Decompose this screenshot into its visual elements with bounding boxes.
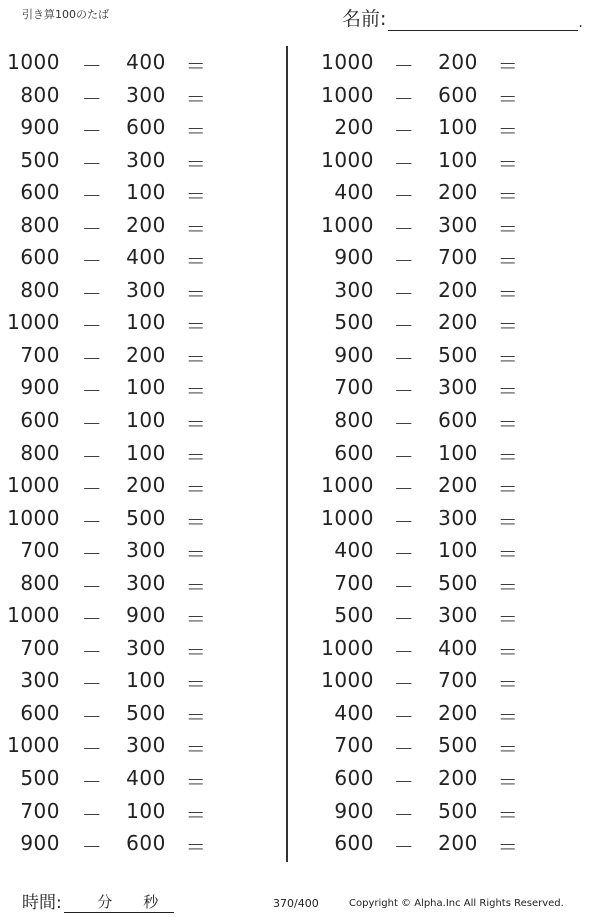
equals-sign: ＝ — [497, 314, 519, 339]
minus-sign: － — [81, 249, 103, 274]
minus-sign: － — [393, 737, 415, 762]
subtrahend: 200 — [438, 831, 478, 856]
minuend: 800 — [20, 212, 60, 237]
subtrahend: 500 — [126, 505, 166, 530]
minuend: 900 — [20, 115, 60, 140]
minuend: 700 — [334, 570, 374, 595]
minus-sign: － — [81, 770, 103, 795]
subtrahend: 400 — [126, 50, 166, 74]
subtrahend: 300 — [438, 212, 478, 237]
equals-sign: ＝ — [185, 281, 207, 306]
minus-sign: － — [393, 835, 415, 860]
subtrahend: 200 — [438, 700, 478, 725]
minuend: 900 — [334, 798, 374, 823]
minuend: 600 — [334, 766, 374, 791]
minus-sign: － — [81, 412, 103, 437]
minuend: 1000 — [7, 310, 60, 335]
minuend: 700 — [20, 798, 60, 823]
minus-sign: － — [81, 184, 103, 209]
column-divider — [286, 46, 288, 862]
equals-sign: ＝ — [497, 216, 519, 241]
name-label: 名前: — [342, 8, 387, 30]
equals-sign: ＝ — [497, 770, 519, 795]
equals-sign: ＝ — [185, 412, 207, 437]
equals-sign: ＝ — [185, 770, 207, 795]
minus-sign: － — [393, 151, 415, 176]
minus-sign: － — [393, 412, 415, 437]
equals-sign: ＝ — [185, 216, 207, 241]
subtrahend: 200 — [126, 212, 166, 237]
name-field-area — [342, 4, 583, 31]
equals-sign: ＝ — [497, 184, 519, 209]
minus-sign: － — [393, 509, 415, 534]
minus-sign: － — [393, 184, 415, 209]
minuend: 1000 — [321, 473, 374, 498]
subtrahend: 700 — [438, 245, 478, 270]
subtrahend: 300 — [126, 277, 166, 302]
minus-sign: － — [81, 639, 103, 664]
subtrahend: 900 — [126, 603, 166, 628]
subtrahend: 200 — [438, 277, 478, 302]
copyright-notice: Copyright © Alpha.Inc All Rights Reserved. — [349, 898, 564, 909]
equals-sign: ＝ — [185, 639, 207, 664]
subtrahend: 200 — [126, 473, 166, 498]
minuend: 1000 — [321, 50, 374, 74]
minuend: 1000 — [7, 603, 60, 628]
subtrahend: 300 — [126, 147, 166, 172]
minuend: 700 — [334, 375, 374, 400]
minuend: 1000 — [7, 473, 60, 498]
time-field-area — [22, 888, 174, 913]
equals-sign: ＝ — [185, 151, 207, 176]
minus-sign: － — [393, 444, 415, 469]
minuend: 1000 — [7, 50, 60, 74]
worksheet-title: 引き算100のたば — [22, 8, 109, 21]
subtrahend: 100 — [126, 310, 166, 335]
minus-sign: － — [393, 672, 415, 697]
subtrahend: 100 — [126, 440, 166, 465]
minutes-label: 分 — [97, 893, 113, 911]
equals-sign: ＝ — [497, 54, 519, 78]
minus-sign: － — [81, 704, 103, 729]
minus-sign: － — [393, 379, 415, 404]
subtrahend: 300 — [126, 733, 166, 758]
time-blank-line[interactable] — [64, 891, 174, 913]
equals-sign: ＝ — [497, 379, 519, 404]
minus-sign: － — [81, 216, 103, 241]
minus-sign: － — [81, 54, 103, 78]
minuend: 600 — [20, 180, 60, 205]
subtrahend: 600 — [438, 82, 478, 107]
equals-sign: ＝ — [497, 639, 519, 664]
minuend: 500 — [20, 766, 60, 791]
minus-sign: － — [81, 444, 103, 469]
equals-sign: ＝ — [185, 444, 207, 469]
equals-sign: ＝ — [497, 574, 519, 599]
subtrahend: 100 — [126, 408, 166, 433]
minuend: 700 — [20, 538, 60, 563]
minus-sign: － — [81, 835, 103, 860]
minuend: 600 — [20, 408, 60, 433]
minus-sign: － — [393, 346, 415, 371]
equals-sign: ＝ — [497, 249, 519, 274]
minus-sign: － — [393, 639, 415, 664]
name-blank-line[interactable] — [388, 10, 578, 31]
minus-sign: － — [81, 672, 103, 697]
minuend: 800 — [334, 408, 374, 433]
minus-sign: － — [81, 607, 103, 632]
minus-sign: － — [81, 379, 103, 404]
minuend: 1000 — [321, 635, 374, 660]
minuend: 500 — [20, 147, 60, 172]
minus-sign: － — [81, 542, 103, 567]
equals-sign: ＝ — [185, 737, 207, 762]
minus-sign: － — [81, 477, 103, 502]
minus-sign: － — [393, 574, 415, 599]
minus-sign: － — [81, 509, 103, 534]
subtrahend: 300 — [438, 505, 478, 530]
minus-sign: － — [81, 119, 103, 144]
subtrahend: 200 — [438, 50, 478, 74]
equals-sign: ＝ — [185, 86, 207, 111]
minus-sign: － — [393, 249, 415, 274]
subtrahend: 400 — [126, 245, 166, 270]
subtrahend: 100 — [438, 538, 478, 563]
subtrahend: 200 — [438, 473, 478, 498]
subtrahend: 500 — [126, 700, 166, 725]
minuend: 900 — [20, 375, 60, 400]
subtrahend: 600 — [126, 831, 166, 856]
minuend: 900 — [334, 245, 374, 270]
minuend: 400 — [334, 180, 374, 205]
equals-sign: ＝ — [185, 672, 207, 697]
equals-sign: ＝ — [497, 119, 519, 144]
minuend: 700 — [20, 342, 60, 367]
minuend: 400 — [334, 700, 374, 725]
equals-sign: ＝ — [185, 314, 207, 339]
minus-sign: － — [81, 151, 103, 176]
minus-sign: － — [81, 86, 103, 111]
minuend: 1000 — [7, 733, 60, 758]
minus-sign: － — [393, 314, 415, 339]
minus-sign: － — [81, 346, 103, 371]
equals-sign: ＝ — [497, 346, 519, 371]
minuend: 600 — [334, 831, 374, 856]
subtrahend: 600 — [438, 408, 478, 433]
equals-sign: ＝ — [497, 281, 519, 306]
minuend: 300 — [334, 277, 374, 302]
subtrahend: 300 — [438, 375, 478, 400]
equals-sign: ＝ — [185, 477, 207, 502]
subtrahend: 100 — [438, 147, 478, 172]
minuend: 600 — [20, 700, 60, 725]
minus-sign: － — [393, 542, 415, 567]
minus-sign: － — [393, 802, 415, 827]
equals-sign: ＝ — [185, 509, 207, 534]
equals-sign: ＝ — [497, 542, 519, 567]
minuend: 800 — [20, 570, 60, 595]
minuend: 600 — [20, 245, 60, 270]
name-line-dot: . — [578, 15, 583, 31]
minuend: 300 — [20, 668, 60, 693]
minus-sign: － — [393, 86, 415, 111]
equals-sign: ＝ — [185, 379, 207, 404]
equals-sign: ＝ — [497, 704, 519, 729]
minus-sign: － — [393, 607, 415, 632]
equals-sign: ＝ — [497, 477, 519, 502]
subtrahend: 400 — [126, 766, 166, 791]
subtrahend: 500 — [438, 342, 478, 367]
minuend: 600 — [334, 440, 374, 465]
minuend: 500 — [334, 603, 374, 628]
subtrahend: 700 — [438, 668, 478, 693]
subtrahend: 100 — [438, 440, 478, 465]
minuend: 800 — [20, 440, 60, 465]
subtrahend: 300 — [126, 570, 166, 595]
equals-sign: ＝ — [185, 542, 207, 567]
minuend: 1000 — [321, 82, 374, 107]
equals-sign: ＝ — [497, 607, 519, 632]
subtrahend: 100 — [126, 798, 166, 823]
equals-sign: ＝ — [497, 802, 519, 827]
equals-sign: ＝ — [497, 151, 519, 176]
equals-sign: ＝ — [185, 346, 207, 371]
minuend: 900 — [20, 831, 60, 856]
equals-sign: ＝ — [185, 119, 207, 144]
subtrahend: 100 — [126, 180, 166, 205]
minuend: 900 — [334, 342, 374, 367]
subtrahend: 500 — [438, 798, 478, 823]
minuend: 1000 — [321, 505, 374, 530]
time-label: 時間: — [22, 893, 62, 913]
equals-sign: ＝ — [185, 574, 207, 599]
minus-sign: － — [393, 216, 415, 241]
equals-sign: ＝ — [497, 86, 519, 111]
minus-sign: － — [81, 281, 103, 306]
minus-sign: － — [393, 477, 415, 502]
seconds-label: 秒 — [143, 893, 159, 911]
equals-sign: ＝ — [185, 802, 207, 827]
minus-sign: － — [393, 704, 415, 729]
equals-sign: ＝ — [185, 249, 207, 274]
minuend: 1000 — [321, 212, 374, 237]
subtrahend: 600 — [126, 115, 166, 140]
minuend: 800 — [20, 277, 60, 302]
minuend: 400 — [334, 538, 374, 563]
minuend: 1000 — [321, 668, 374, 693]
subtrahend: 300 — [438, 603, 478, 628]
equals-sign: ＝ — [497, 737, 519, 762]
minus-sign: － — [393, 54, 415, 78]
equals-sign: ＝ — [497, 835, 519, 860]
minus-sign: － — [81, 314, 103, 339]
equals-sign: ＝ — [497, 509, 519, 534]
subtrahend: 300 — [126, 635, 166, 660]
minus-sign: － — [81, 574, 103, 599]
minus-sign: － — [81, 737, 103, 762]
minuend: 800 — [20, 82, 60, 107]
equals-sign: ＝ — [497, 444, 519, 469]
minus-sign: － — [393, 281, 415, 306]
equals-sign: ＝ — [497, 412, 519, 437]
minus-sign: － — [81, 802, 103, 827]
subtrahend: 300 — [126, 538, 166, 563]
minuend: 1000 — [7, 505, 60, 530]
equals-sign: ＝ — [185, 54, 207, 78]
subtrahend: 200 — [438, 310, 478, 335]
subtrahend: 500 — [438, 570, 478, 595]
subtrahend: 200 — [438, 180, 478, 205]
equals-sign: ＝ — [185, 184, 207, 209]
minuend: 700 — [20, 635, 60, 660]
minuend: 200 — [334, 115, 374, 140]
subtrahend: 300 — [126, 82, 166, 107]
subtrahend: 200 — [126, 342, 166, 367]
subtrahend: 200 — [438, 766, 478, 791]
subtrahend: 400 — [438, 635, 478, 660]
equals-sign: ＝ — [185, 704, 207, 729]
subtrahend: 500 — [438, 733, 478, 758]
page-number: 370/400 — [273, 897, 319, 910]
subtrahend: 100 — [438, 115, 478, 140]
minus-sign: － — [393, 770, 415, 795]
equals-sign: ＝ — [185, 835, 207, 860]
minuend: 500 — [334, 310, 374, 335]
equals-sign: ＝ — [185, 607, 207, 632]
minuend: 1000 — [321, 147, 374, 172]
subtrahend: 100 — [126, 375, 166, 400]
minus-sign: － — [393, 119, 415, 144]
minuend: 700 — [334, 733, 374, 758]
subtrahend: 100 — [126, 668, 166, 693]
equals-sign: ＝ — [497, 672, 519, 697]
